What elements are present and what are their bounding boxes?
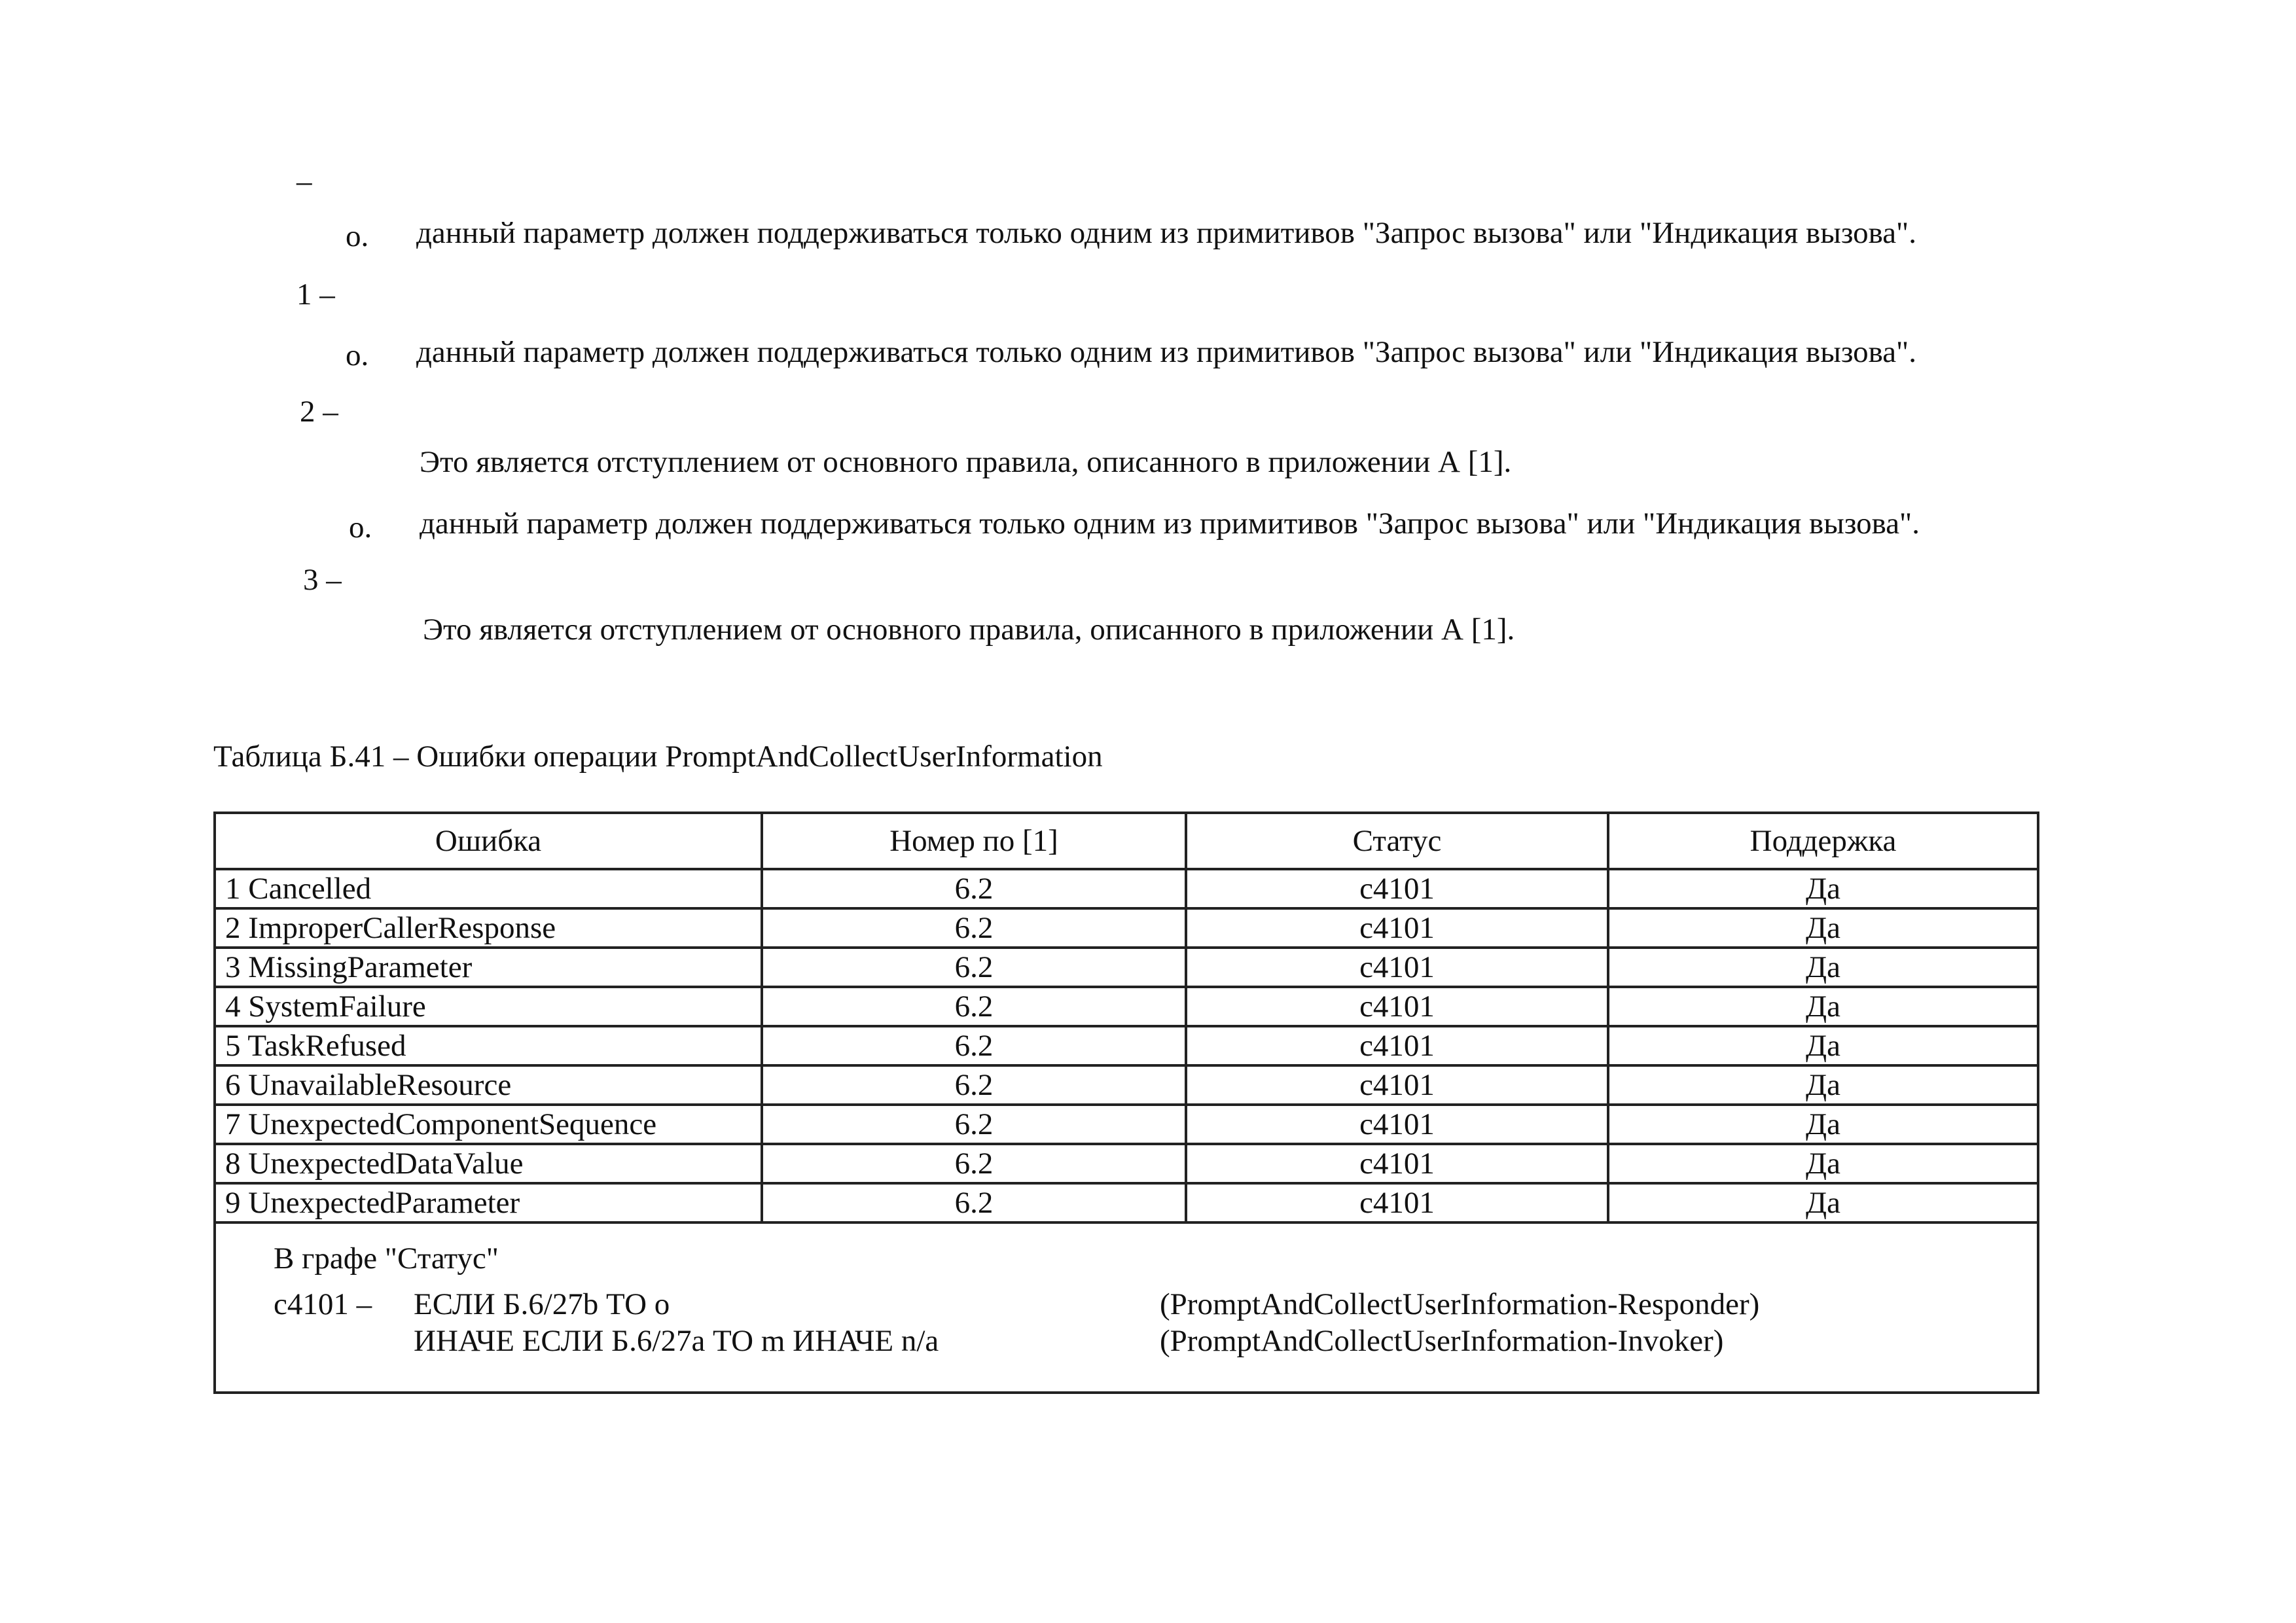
cell-status: c4101	[1186, 1144, 1608, 1183]
header-status: Статус	[1186, 813, 1608, 869]
cell-support: Да	[1608, 1144, 2038, 1183]
cell-support: Да	[1608, 1065, 2038, 1105]
cell-status: c4101	[1186, 1065, 1608, 1105]
cell-number: 6.2	[762, 987, 1186, 1026]
table-row	[215, 948, 2038, 987]
note-1-text: данный параметр должен поддерживаться только одним из примитивов "Запрос вызова" или "Индикация вызова".	[416, 216, 1916, 250]
note-7-marker: 3 –	[303, 563, 342, 597]
table-row	[215, 1065, 2038, 1105]
footnote-line-1: ЕСЛИ Б.6/27b ТО о	[414, 1287, 670, 1321]
cell-support: Да	[1608, 1105, 2038, 1144]
table-row	[215, 1105, 2038, 1144]
cell-support: Да	[1608, 948, 2038, 987]
cell-number: 6.2	[762, 1026, 1186, 1065]
cell-status: c4101	[1186, 948, 1608, 987]
cell-number: 6.2	[762, 1065, 1186, 1105]
table-row	[215, 1183, 2038, 1222]
table-footnote-cell	[215, 1222, 2038, 1393]
table-header-row	[215, 813, 2038, 869]
note-2-marker: 1 –	[296, 277, 335, 312]
cell-number: 6.2	[762, 908, 1186, 948]
table-row	[215, 908, 2038, 948]
cell-error: 3 MissingParameter	[215, 948, 762, 987]
note-0-marker: –	[296, 164, 312, 198]
table-caption: Таблица Б.41 – Ошибки операции PromptAndCollectUserInformation	[213, 740, 1103, 774]
note-8-text: Это является отступлением от основного правила, описанного в приложении А [1].	[423, 613, 1515, 647]
header-number: Номер по [1]	[762, 813, 1186, 869]
footnote-line-2: ИНАЧЕ ЕСЛИ Б.6/27a ТО m ИНАЧЕ n/a	[414, 1324, 939, 1358]
note-5-text: Это является отступлением от основного правила, описанного в приложении А [1].	[420, 445, 1512, 479]
cell-error: 8 UnexpectedDataValue	[215, 1144, 762, 1183]
cell-support: Да	[1608, 1026, 2038, 1065]
cell-error: 5 TaskRefused	[215, 1026, 762, 1065]
cell-support: Да	[1608, 1183, 2038, 1222]
header-error: Ошибка	[215, 813, 762, 869]
cell-error: 2 ImproperCallerResponse	[215, 908, 762, 948]
cell-error: 7 UnexpectedComponentSequence	[215, 1105, 762, 1144]
note-1-bullet: о.	[346, 219, 369, 253]
header-support: Поддержка	[1608, 813, 2038, 869]
table-footnote	[216, 1224, 2037, 1391]
footnote-title: В графе "Статус"	[274, 1241, 499, 1275]
note-4-marker: 2 –	[300, 395, 338, 429]
note-6-bullet: о.	[349, 510, 372, 544]
cell-error: 1 Cancelled	[215, 869, 762, 908]
cell-number: 6.2	[762, 869, 1186, 908]
cell-number: 6.2	[762, 948, 1186, 987]
cell-support: Да	[1608, 987, 2038, 1026]
cell-error: 4 SystemFailure	[215, 987, 762, 1026]
footnote-code: c4101 –	[274, 1287, 372, 1321]
footnote-role-1: (PromptAndCollectUserInformation-Responder)	[1160, 1287, 1760, 1321]
cell-status: c4101	[1186, 1105, 1608, 1144]
table-row	[215, 1026, 2038, 1065]
cell-status: c4101	[1186, 908, 1608, 948]
note-3-text: данный параметр должен поддерживаться только одним из примитивов "Запрос вызова" или "Индикация вызова".	[416, 335, 1916, 369]
table-row	[215, 987, 2038, 1026]
cell-number: 6.2	[762, 1144, 1186, 1183]
cell-support: Да	[1608, 908, 2038, 948]
cell-status: c4101	[1186, 869, 1608, 908]
note-3-bullet: о.	[346, 338, 369, 372]
cell-support: Да	[1608, 869, 2038, 908]
errors-table	[213, 812, 2039, 1394]
table-footnote-row	[215, 1222, 2038, 1393]
table-row	[215, 1144, 2038, 1183]
cell-number: 6.2	[762, 1105, 1186, 1144]
cell-status: c4101	[1186, 987, 1608, 1026]
footnote-role-2: (PromptAndCollectUserInformation-Invoker)	[1160, 1324, 1724, 1358]
note-6-text: данный параметр должен поддерживаться только одним из примитивов "Запрос вызова" или "Индикация вызова".	[420, 507, 1920, 541]
cell-status: c4101	[1186, 1183, 1608, 1222]
cell-number: 6.2	[762, 1183, 1186, 1222]
cell-error: 6 UnavailableResource	[215, 1065, 762, 1105]
table-row	[215, 869, 2038, 908]
cell-error: 9 UnexpectedParameter	[215, 1183, 762, 1222]
cell-status: c4101	[1186, 1026, 1608, 1065]
